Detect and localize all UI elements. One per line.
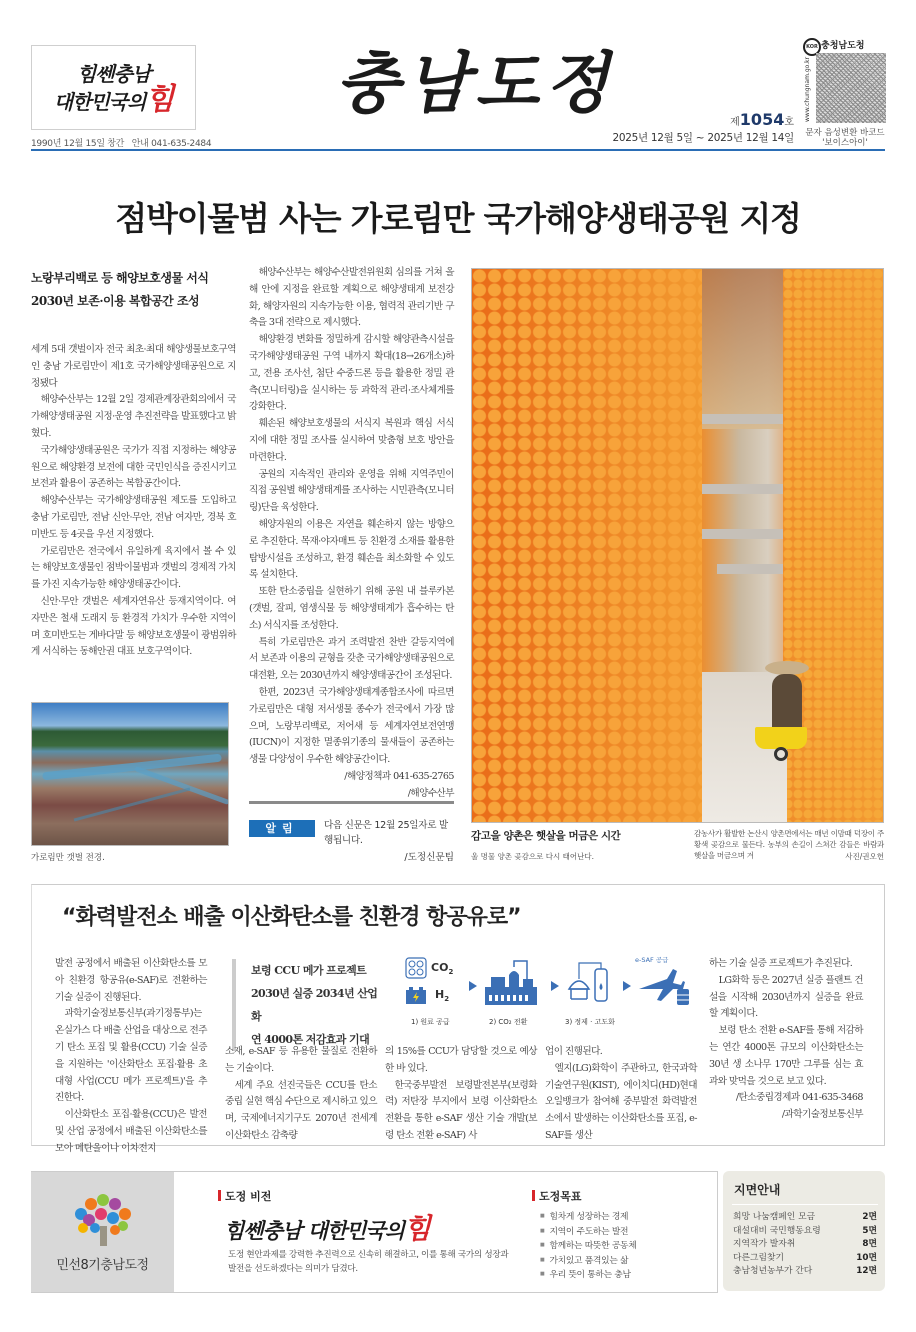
factory-icon xyxy=(483,959,539,1007)
index-item[interactable]: 대설대비 국민행동요령 5면 xyxy=(733,1225,877,1236)
diagram-step-feedstock: $CO_2$ $H_2$ 1) 원료 공급 xyxy=(405,955,465,1015)
goal-item: ■ 가치있고 품격있는 삶 xyxy=(540,1254,636,1269)
co2-source-icon xyxy=(405,957,427,979)
page-index-box xyxy=(723,1171,885,1291)
feature-photo-caption: 감농사가 활발한 논산시 양촌면에서는 매년 이맘때 덕장이 주황색 곶감으로 물든다. 농부의 손길이 스쳐간 감들은 바람과 햇살을 머금으며 겨 xyxy=(694,829,884,860)
qr-side-url: www.chungnam.go.kr xyxy=(804,56,811,122)
ccu-column-5: 하는 기술 실증 프로젝트가 추진된다. LG화학 등은 2027년 실증 플랜트 건설을 시작해 2030년까지 실증을 완료할 계획이다. 보령 탄소 전환 e-SAF를 통해 저감하는 연간 4000톤 규모의 이산화탄소는 30년 생 소나무 170만 그루를 심는 효과와 맞먹을 것으로 보고 있다. /탄소중립경제과 041-635-3468 /과학기술정보통신부 xyxy=(709,956,863,1124)
issue-number: 제1054호 xyxy=(730,110,794,129)
goal-item: ■ 함께하는 따뜻한 공동체 xyxy=(540,1239,636,1254)
notice-text: 다음 신문은 12월 25일자로 발행됩니다. xyxy=(324,820,448,846)
issue-date-range: 2025년 12월 5일 ~ 2025년 12월 14일 xyxy=(612,132,794,144)
battery-icon xyxy=(405,987,427,1005)
qr-caption: 문자 음성변환 바코드 '보이스아이' xyxy=(805,128,885,148)
persimmon-drying-photo xyxy=(471,268,884,823)
voice-barcode[interactable] xyxy=(803,38,887,126)
notice-sign: /도정신문팀 xyxy=(404,852,454,863)
feature-photo-credit: 사진/권오헌 xyxy=(845,852,884,861)
qr-brand: 충청남도청 xyxy=(821,41,865,51)
ccu-byline-dept: /탄소중립경제과 041-635-3468 xyxy=(735,1092,863,1104)
esaf-process-diagram xyxy=(405,955,700,1035)
airplane-fuel-icon xyxy=(637,967,693,1007)
goal-item: ■ 우리 뜻이 통하는 충남 xyxy=(540,1268,636,1283)
column-divider xyxy=(249,801,454,804)
ccu-column-4: 업이 진행된다. 엘지(LG)화학이 주관하고, 한국과학기술연구원(KIST), 에이치디(HD)현대오일뱅크가 참여해 중부발전 화력발전소에서 발생하는 이산화탄소를 포집, e-SAF를 생산 xyxy=(545,1046,697,1141)
vision-panel xyxy=(174,1171,518,1293)
slogan-line2: 대한민국의힘 xyxy=(53,81,174,117)
index-item[interactable]: 다른그림찾기 10면 xyxy=(733,1252,877,1263)
vision-description: 도정 현안과제를 강력한 추진력으로 신속히 해결하고, 이를 통해 국가의 성장과 발전을 선도하겠다는 의미가 담겼다. xyxy=(228,1250,509,1274)
lead-column-2: 해양수산부는 해양수산발전위원회 심의를 거쳐 올해 안에 지정을 완료할 계획으로 해양생태계 보전강화, 해양자원의 지속가능한 이용, 협력적 관리기반 구축을 3대 전략으로 제시했다. 해양환경 변화를 정밀하게 감시할 해양관측시설을 국가해양생태공원 구역 내까지 확대(18→26개소)하고, 전용 조사선, 첨단 수중드론 등을 활용한 정밀 관측(모니터링)을 실시하는 등 과학적 관리·조사체계를 강화한다. 훼손된 해양보호생물의 서식지 복원과 핵심 서식지에 대한 정밀 조사를 실시하여 맞춤형 보호 방안을 마련한다. 공원의 지속적인 관리와 운영을 위해 지역주민이 직접 공원별 해양생태계를 조사하는 시민관측(모니터링)단을 육성한다. 해양자원의 이용은 자연을 훼손하지 않는 방향으로 추진한다. 목재·야자매트 등 친환경 소재를 활용한 탐방시설을 조성하고, 환경 훼손을 최소화할 수 있도록 설치한다. 또한 탄소중립을 실현하기 위해 공원 내 블루카본(갯벌, 잘피, 염생식물 등 해양생태계가 흡수하는 탄소) 서식지를 조성한다. 특히 가로림만은 과거 조력발전 찬반 갈등지역에서 보존과 이용의 균형을 갖춘 국가해양생태공원으로 대전환, 오는 2030년까지 해양생태공간이 조성된다. 한편, 2023년 국가해양생태계종합조사에 따르면 가로림만은 대형 저서생물 종수가 전국에서 가장 많으며, 노랑부리백로, 저어새 등 세계자연보전연맹(IUCN)이 지정한 멸종위기종의 물새들이 공존하는 생물 다양성이 우수한 해양공간이다. /해양정책과 041-635-2765 /해양수산부 xyxy=(249,265,454,803)
goal-item: ■ 지역이 주도하는 발전 xyxy=(540,1225,636,1240)
founded-info: 1990년 12월 15일 창간 안내 041-635-2484 xyxy=(31,139,212,149)
newspaper-title: 충남도정 xyxy=(335,45,615,122)
arrow-icon xyxy=(469,981,477,991)
lead-subhead: 노랑부리백로 등 해양보호생물 서식 2030년 보존·이용 복합공간 조성 xyxy=(31,271,209,308)
index-item[interactable]: 충남청년농부가 간다 12면 xyxy=(733,1266,877,1277)
lead-byline-ministry: /해양수산부 xyxy=(407,787,454,799)
provincial-logo-panel xyxy=(31,1171,174,1293)
lead-headline: 점박이물범 사는 가로림만 국가해양생태공원 지정 xyxy=(115,199,801,238)
feature-photo-title: 감고을 양촌은 햇살을 머금은 시간 xyxy=(471,830,621,842)
ccu-pull-quote: 보령 CCU 메가 프로젝트 2030년 실증 2034년 산업화 연 4000톤 저감효과 기대 xyxy=(232,959,382,1051)
tree-logo-icon xyxy=(71,1192,135,1248)
tidal-flat-photo xyxy=(31,702,229,846)
vision-heading: 도정 비전 xyxy=(218,1188,271,1204)
ccu-column-1: 발전 공정에서 배출된 이산화탄소를 모아 친환경 항공유(e-SAF)로 전환하는 기술 실증이 진행된다. 과학기술정보통신부(과기정통부)는 온실가스 다 배출 산업을 대상으로 전주기 탄소 포집 및 활용(CCU) 기술 실증을 지원하는 '이산화탄소 포집·활용 초대형 사업(CCU 메가 프로젝트)'을 추진한다. 이산화탄소 포집·활용(CCU)은 발전 및 산업 공정에서 배출된 이산화탄소를 모아 메탄올이나 이차전지 xyxy=(55,958,207,1154)
index-item[interactable]: 희망 나눔캠페인 모금 2면 xyxy=(733,1212,877,1222)
kor-badge-icon: KOR xyxy=(803,38,821,56)
vision-slogan: 힘쎈충남 대한민국의힘 xyxy=(224,1212,430,1245)
feature-photo-subtitle: 울 명물 양촌 곶감으로 다시 태어난다. xyxy=(471,852,594,861)
lead-column-1: 세계 5대 갯벌이자 전국 최초·최대 해양생물보호구역인 충남 가로림만이 제1호 국가해양생태공원으로 지정됐다 해양수산부는 12월 2일 경제관계장관회의에서 국가해양생태공원 지정·운영 추진전략을 발표했다고 밝혔다. 국가해양생태공원은 국가가 직접 지정하는 해양공원으로 해양환경 보전에 대한 국민인식을 증진시키고 보전과 활용이 공존하는 복합공간이다. 해양수산부는 국가해양생태공원 제도를 도입하고 충남 가로림만, 전남 신안·무안, 전남 여자만, 경북 호미반도 등 4곳을 우선 지정했다. 가로림만은 전국에서 유일하게 육지에서 볼 수 있는 해양보호생물인 점박이물범과 갯벌의 경제적 가치를 가진 지속가능한 해양생태공간이다. 신안·무안 갯벌은 세계자연유산 등재지역이다. 여자만은 철새 도래지 등 환경적 가치가 우수한 지역이며 호미반도는 게바다말 등 해양보호생물이 광범위하게 서식하는 동해안권 대표 보호구역이다. xyxy=(31,344,236,658)
notice-badge: 알림 xyxy=(249,820,315,837)
goals-heading: 도정목표 xyxy=(532,1188,582,1204)
goal-item: ■ 힘차게 성장하는 경제 xyxy=(540,1210,636,1225)
diagram-step-refining: 3) 정제 · 고도화 xyxy=(565,955,625,1015)
arrow-icon xyxy=(623,981,631,991)
h2-label: $H_2$ xyxy=(435,988,450,1004)
slogan-logo xyxy=(31,45,196,130)
page-index-title: 지면안내 xyxy=(734,1183,781,1197)
ccu-column-3: 의 15%를 CCU가 담당할 것으로 예상한 바 있다. 한국중부발전 보령발전본부(보령화력) 저탄장 부지에서 보령 이산화탄소 전환을 통한 e-SAF 생산 기술 개발(보령 탄소 전환 e-SAF) 사 xyxy=(385,1046,537,1141)
tidal-photo-caption: 가로림만 갯벌 전경. xyxy=(31,853,105,863)
refinery-icon xyxy=(565,959,613,1007)
arrow-icon xyxy=(551,981,559,991)
goals-panel xyxy=(518,1171,718,1293)
page-index-list xyxy=(733,1211,877,1279)
index-divider xyxy=(732,1204,878,1205)
ccu-byline-ministry: /과학기술정보통신부 xyxy=(781,1109,863,1121)
administration-label: 민선8기충남도정 xyxy=(56,1258,149,1273)
diagram-step-conversion: 2) CO₂ 전환 xyxy=(483,955,543,1015)
index-item[interactable]: 지역작가 발자취 8면 xyxy=(733,1239,877,1250)
co2-label: $CO_2$ xyxy=(431,961,454,977)
masthead-divider xyxy=(31,149,885,151)
ccu-headline: “화력발전소 배출 이산화탄소를 친환경 항공유로” xyxy=(62,905,521,930)
lead-byline-dept: /해양정책과 041-635-2765 xyxy=(344,770,454,782)
goals-list xyxy=(540,1210,636,1283)
esaf-output-label: e-SAF 공급 xyxy=(635,956,669,964)
qr-code-icon xyxy=(816,53,886,123)
contact-phone: 안내 041-635-2484 xyxy=(131,139,212,149)
slogan-accent: 힘 xyxy=(145,81,174,117)
ccu-column-2: 소재, e-SAF 등 유용한 물질로 전환하는 기술이다. 세계 주요 선진국들은 CCU를 탄소중립 실현 핵심 수단으로 제시하고 있으며, 국제에너지기구도 2070년 전세계 이산화탄소 감축량 xyxy=(225,1046,377,1141)
slogan-line1: 힘쎈충남 xyxy=(76,61,151,86)
